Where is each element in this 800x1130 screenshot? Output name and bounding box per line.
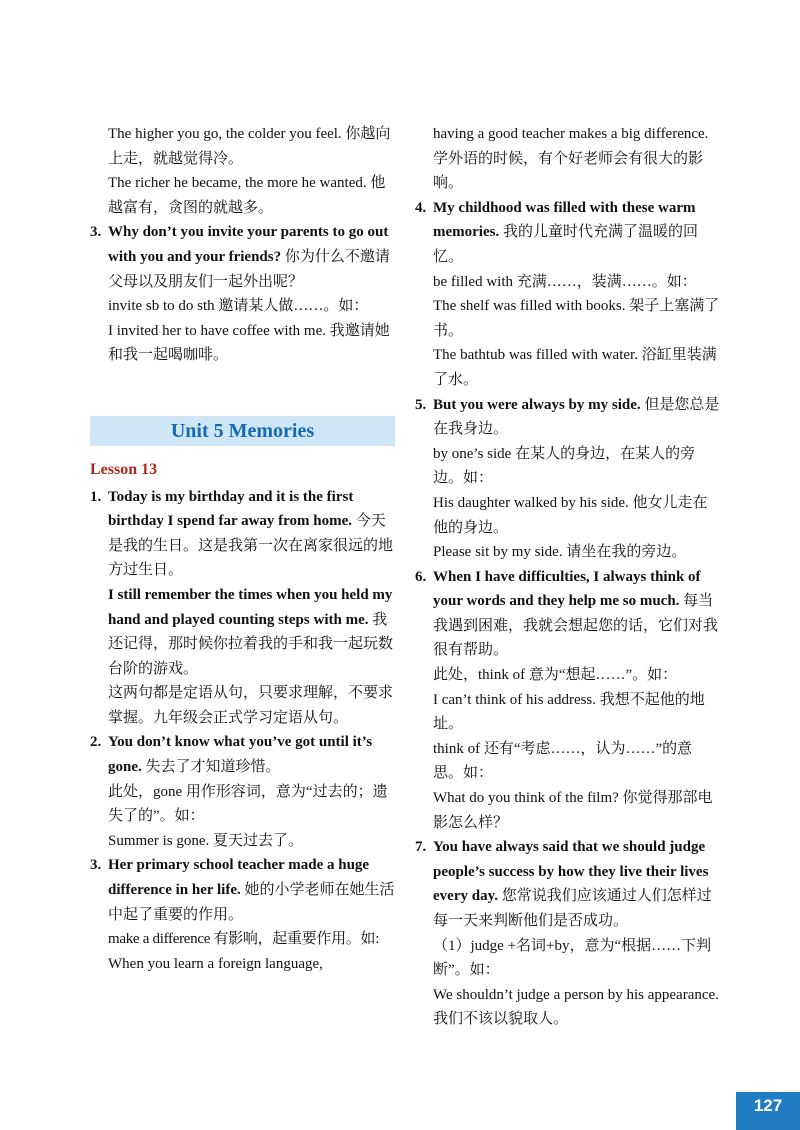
example-sentence: I invited her to have coffee with me. 我邀请她和我一起喝咖啡。	[108, 322, 390, 364]
usage-note: think of 还有“考虑……，认为……”的意思。如：	[433, 740, 693, 782]
item-english: Today is my birthday and it is the first birthday I spend far away from home.	[108, 488, 354, 530]
item-number: 1.	[90, 488, 102, 505]
item-english: You don’t know what you’ve got until it’s gone.	[108, 734, 373, 776]
item-chinese: 失去了才知道珍惜。	[141, 759, 281, 776]
example-sentence: What do you think of the film? 你觉得那部电影怎么样？	[433, 790, 713, 831]
item-chinese: 每当我遇到困难，我就会想起您的话，它们对我很有帮助。	[433, 593, 719, 659]
lesson-item-7	[415, 835, 720, 933]
item-english: But you were always by my side.	[433, 396, 641, 413]
item-chinese: 今天是我的生日。这是我第一次在离家很远的地方过生日。	[108, 513, 394, 579]
item-chinese: 我还记得，那时候你拉着我的手和我一起玩数台阶的游戏。	[108, 611, 394, 677]
item-chinese: 您常说我们应该通过人们怎样过每一天来判断他们是否成功。	[433, 888, 712, 929]
unit-title-banner	[90, 416, 395, 446]
item-english: When I have difficulties, I always think of your words and they help me so much.	[433, 568, 701, 610]
usage-note: 这两句都是定语从句，只要求理解，不要求掌握。九年级会正式学习定语从句。	[108, 685, 394, 726]
item-english: Her primary school teacher made a huge difference in her life.	[108, 857, 370, 899]
item-number: 5.	[415, 396, 427, 413]
item-chinese: 你为什么不邀请父母以及朋友们一起外出呢？	[108, 248, 390, 290]
note-item-3	[90, 220, 395, 294]
example-sentence: We shouldn’t judge a person by his appearance. 我们不该以貌取人。	[433, 986, 719, 1028]
usage-note: 此处，gone 用作形容词，意为“过去的；遗失了的”。如：	[108, 783, 388, 825]
usage-note: be filled with 充满……，装满……。如：	[433, 273, 697, 290]
usage-note: invite sb to do sth 邀请某人做……。如：	[108, 298, 369, 315]
lesson-item-2	[90, 730, 395, 779]
right-column	[415, 122, 720, 1032]
example-sentence: The shelf was filled with books. 架子上塞满了书。	[433, 298, 720, 339]
item-number: 6.	[415, 568, 427, 585]
usage-note: by one’s side 在某人的身边，在某人的旁边。如：	[433, 445, 696, 487]
item-number: 7.	[415, 839, 427, 856]
lesson-item-1-continued	[90, 583, 395, 681]
item-english: Why don’t you invite your parents to go out with you and your friends?	[108, 224, 389, 265]
usage-note: make a difference 有影响，起重要作用。如:	[108, 931, 380, 948]
lesson-item-5	[415, 393, 720, 442]
example-sentence: having a good teacher makes a big difference. 学外语的时候，有个好老师会有很大的影响。	[433, 126, 709, 192]
lesson-item-1	[90, 485, 395, 583]
lesson-item-3	[90, 853, 395, 927]
page-number: 127	[753, 1096, 783, 1115]
example-sentence: When you learn a foreign language,	[108, 955, 323, 972]
item-chinese: 我的儿童时代充满了温暖的回忆。	[433, 224, 698, 265]
item-chinese: 她的小学老师在她生活中起了重要的作用。	[108, 882, 395, 923]
item-english: I still remember the times when you held my hand and played counting steps with me.	[108, 586, 393, 628]
example-sentence: The higher you go, the colder you feel. 你越向上走，就越觉得冷。	[108, 126, 391, 167]
item-number: 2.	[90, 734, 102, 751]
example-sentence: The bathtub was filled with water. 浴缸里装满了水。	[433, 347, 717, 388]
item-chinese: 但是您总是在我身边。	[433, 396, 720, 438]
example-sentence: I can’t think of his address. 我想不起他的地址。	[433, 691, 705, 733]
item-english: My childhood was filled with these warm memories.	[433, 199, 696, 241]
example-sentence: Summer is gone. 夏天过去了。	[108, 832, 303, 849]
example-sentence: Please sit by my side. 请坐在我的旁边。	[433, 544, 687, 561]
item-english: You have always said that we should judge people’s success by how they live their lives every day.	[433, 839, 709, 905]
lesson-heading: Lesson 13	[90, 460, 158, 478]
example-sentence: The richer he became, the more he wanted. 他越富有，贪图的就越多。	[108, 175, 386, 216]
unit-title: Unit 5 Memories	[170, 419, 315, 442]
usage-note: （1）judge +名词+by，意为“根据……下判断”。如：	[433, 937, 712, 979]
item-number: 4.	[415, 199, 427, 216]
lesson-item-6	[415, 565, 720, 663]
lesson-item-4	[415, 196, 720, 270]
example-sentence: His daughter walked by his side. 他女儿走在他的身边。	[433, 494, 708, 536]
page-number-badge	[736, 1092, 800, 1130]
usage-note: 此处，think of 意为“想起……”。如：	[433, 667, 678, 684]
item-number: 3.	[90, 224, 102, 241]
item-number: 3.	[90, 857, 102, 874]
left-column	[90, 122, 395, 976]
